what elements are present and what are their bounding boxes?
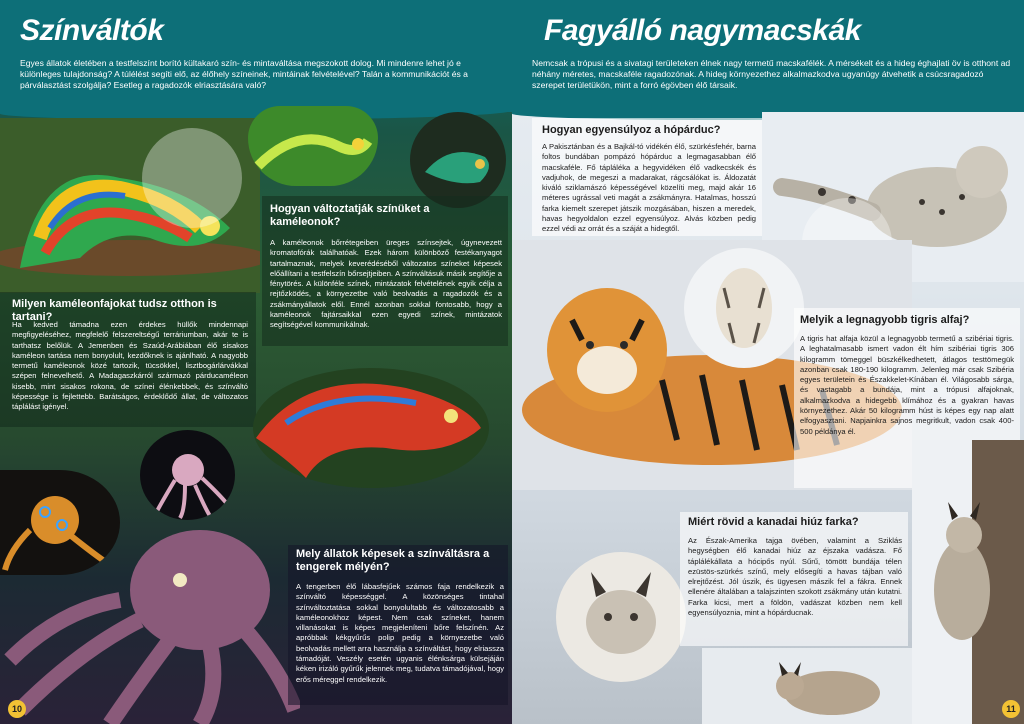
octopus-photo-small: [140, 430, 235, 520]
canada-lynx-tree-photo: [912, 440, 1024, 724]
right-page-title: Fagyálló nagymacskák: [544, 14, 861, 47]
right-section-3-body: Az Észak-Amerika tajga övében, valamint a Sziklás hegységben élő kanadai hiúz az éjszaka vadásza. Fő táplálékállata a hócipős nyúl. Sűrű, tömött bundája télen ezüstös-szürkés színű, mely elősegíti a havas tájban való elrejtőzést. Jól úszik, és ügyesen mászik fel a fákra. Ennek ellenére általában a talajszinten szokott zsákmány után kutatni. Farka kicsi, mert a földön, vadászat közben nem kell egyensúlyoznia, mint a hópárducnak.: [688, 536, 902, 618]
left-section-1-body: Ha kedved támadna ezen érdekes hüllők mindennapi megfigyeléséhez, megfelelő felszereltségű terráriumban, akár te is tarthatsz belőlük. A Jemenben és Szaúd-Arábiában élő sisakos kaméleon tartása nem bonyolult, kezdőknek is ajánlható. A nagyobb termetű kaméleonok közé tartozik, tücsökkel, lisztbogárlárvákkal szépen felnevelhető. A Madagaszkárról származó párducaméleon kisebb, mint sisakos rokona, de színei élénkebbek, és színváltó képessége is fejlettebb. Barátságos, érdeklődő állat, de változatos táplálást igényel.: [12, 320, 248, 412]
right-intro-text: Nemcsak a trópusi és a sivatagi területeken élnek nagy termetű macskafélék. A mérsékelt és a hideg éghajlati öv is otthont ad néhány méretes, macskaféle ragadozónak. A hideg környezethez alkalmazkodva ugyanúgy átvehetik a csúcsragadozó szerepet területükön, mint a forró égövben élő társaik.: [532, 58, 1011, 90]
left-section-3-body: A tengerben élő lábasfejűek számos faja rendelkezik a színváltó képességgel. A közönséges tintahal színváltoztatása sokkal bonyolultabb és változatosabb a kaméleonokhoz képest. Nem csak színeket, hanem villanásokat is képes megjeleníteni bőre felszínén. Az apróbbak kékgyűrűs polip pedig a környezetbe való beolvadás mellett arra használja a színváltást, hogy elriassza támadóját. Veszély esetén ugyanis élénksárga külsejáján kéken irizáló gyűrűk jelennek meg, tudatva támadójával, hogy erős méreggel rendelkezik.: [296, 582, 504, 684]
left-section-2-body: A kaméleonok bőrrétegeiben üreges színsejtek, úgynevezett kromatofórák találhatóak. Ezek három különböző festékanyagot tartalmaznak, melyek keverédéséből változatos színeket képesek előállítani a testfelszín bőrsejtjeiben. A színváltásuk másik segítője a fénytörés. A különféle színek, mintázatok felvételének egyik célja a rejtőzködés, a környezetbe való beolvadás a ragadozók és a zsákmányállatok elől. Ennél azonban sokkal fontosabb, hogy a kaméleonok fajtársaikkal ezen egyedi színek, mintázatok segítségével kommunikálnak.: [270, 238, 502, 330]
chameleon-halo: [142, 128, 242, 228]
left-page-title: Színváltók: [20, 14, 164, 47]
canada-lynx-circle-photo: [556, 552, 686, 682]
right-section-2-body: A tigris hat alfaja közül a legnagyobb termetű a szibériai tigris. A leghatalmasabb ismert vadon élt hím szibériai tigris 306 kilogramm tömeggel büszkélkedhetett, átlagos testtömegük azonban csak 180-190 kilogramm. Jelenleg már csak Szibéria egyes területein és Északkelet-Kínában él. Világosabb sárga, és vastagabb a bundája, mint a trópusi alfajoknak, alkalmazkodva a hidegebb klímához és a gyakran havas környezethez. Akár 50 kilogramm húst is képes egy nap alatt elfogyasztani. Napjainkra sajnos megritkult, vadon csak 400-500 példánya él.: [800, 334, 1014, 436]
white-tiger-photo: [684, 248, 804, 368]
left-intro-text: Egyes állatok életében a testfelszínt borító kültakaró szín- és mintaváltása megszokott dolog. Mi mindenre lehet jó e különleges tulajdonság? A túlélést segíti elő, az élőhely színeinek, mintáinak felvételével? Talán a kommunikációt és a párválasztást szolgálja? Esetleg a ragadozók elriasztására való?: [20, 58, 468, 90]
green-chameleon-photo-2: [410, 112, 506, 208]
right-page: [512, 0, 1024, 724]
right-section-3-heading: Miért rövid a kanadai hiúz farka?: [688, 516, 859, 528]
green-chameleon-photo-1: [248, 106, 378, 186]
left-section-1-heading: Milyen kaméleonfajokat tudsz otthon is tartani?: [12, 298, 217, 323]
red-chameleon-photo: [246, 348, 496, 508]
canada-lynx-bottom-photo: [702, 648, 912, 724]
large-octopus-photo: [0, 510, 300, 724]
right-section-2-heading: Melyik a legnagyobb tigris alfaj?: [800, 314, 970, 326]
right-section-1-body: A Pakisztánban és a Bajkál-tó vidékén élő, szürkésfehér, barna foltos bundában pompázó hópárduc a legmagasabban élő macskaféle. Fő tápláléka a hegyvidéken élő vadkecskék és vadjuhok, de megeszi a madarakat, rágcsálókat is. Áldozatát kiváló sziklamászó képességével közelíti meg, majd akár 16 méteres ugrással veti magát a zsákmányra. Hatalmas, hosszú farka kiemelt szerepet játszik mozgásában, hiszen a meredek, havas hegyoldalon ezzel egyensúlyoz. Alvás közben pedig ezzel védi az orrát és a száját a hidegtől.: [542, 142, 756, 234]
left-page-number: 10: [8, 700, 26, 718]
right-page-number: 11: [1002, 700, 1020, 718]
right-section-1-heading: Hogyan egyensúlyoz a hópárduc?: [542, 124, 721, 136]
left-section-3-heading: Mely állatok képesek a színváltásra a tengerek mélyén?: [296, 548, 490, 573]
left-section-2-heading: Hogyan változtatják színüket a kaméleonok?: [270, 203, 430, 228]
